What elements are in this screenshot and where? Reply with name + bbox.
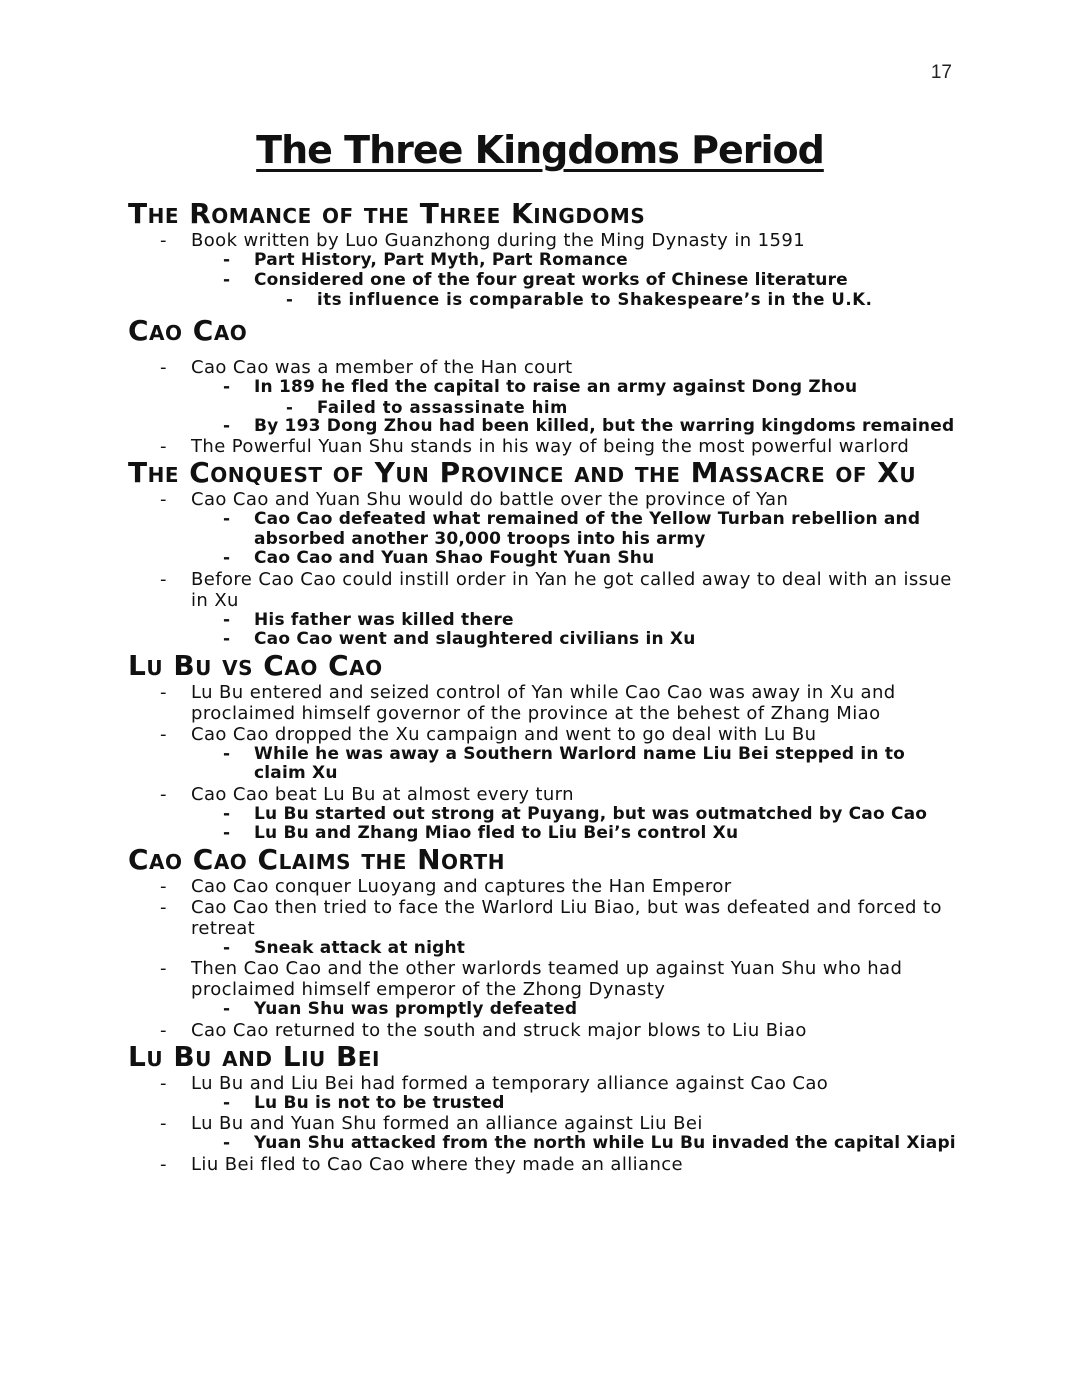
sub-bullet: - In 189 he fled the capital to raise an army against Dong Zhou - Failed to assassinate him <box>191 378 958 417</box>
section-heading: The Romance of the Three Kingdoms <box>128 197 646 230</box>
sub-bullet: - Cao Cao went and slaughtered civilians in Xu <box>191 630 958 650</box>
section-conquest-yun <box>128 457 958 650</box>
sub-bullet: - By 193 Dong Zhou had been killed, but the warring kingdoms remained <box>191 417 958 437</box>
bullet: - Cao Cao then tried to face the Warlord Liu Biao, but was defeated and forced to retreat - Sneak attack at night <box>128 897 958 959</box>
bullet: - Lu Bu and Liu Bei had formed a temporary alliance against Cao Cao - Lu Bu is not to be trusted <box>128 1073 958 1114</box>
page-title <box>0 128 1080 172</box>
page-number: 17 <box>930 62 952 83</box>
section-heading: Lu Bu and Liu Bei <box>128 1039 380 1073</box>
sub-bullet: - Cao Cao and Yuan Shao Fought Yuan Shu <box>191 549 958 569</box>
bullet: - Book written by Luo Guanzhong during the Ming Dynasty in 1591 - Part History, Part Myth, Part Romance - Considered one of the four great works of Chinese literature - its influence is comparable to Shakespeare’s in the U.K. <box>128 230 958 309</box>
page-title-text: The Three Kingdoms Period <box>256 128 824 172</box>
section-romance <box>128 198 958 309</box>
sub-bullet: - Yuan Shu attacked from the north while Lu Bu invaded the capital Xiapi <box>191 1134 958 1154</box>
sub-bullet: - Lu Bu started out strong at Puyang, but was outmatched by Cao Cao <box>191 805 958 825</box>
notes-content <box>128 198 958 1175</box>
sub-bullet: - His father was killed there <box>191 611 958 631</box>
sub-bullet: - Cao Cao defeated what remained of the Yellow Turban rebellion and absorbed another 30,000 troops into his army <box>191 510 958 549</box>
bullet: - Liu Bei fled to Cao Cao where they made an alliance <box>128 1154 958 1175</box>
sub-bullet: - Part History, Part Myth, Part Romance <box>191 251 958 271</box>
bullet: - The Powerful Yuan Shu stands in his way of being the most powerful warlord <box>128 436 958 457</box>
section-lu-bu-vs-cao-cao <box>128 650 958 844</box>
section-heading: Cao Cao Claims the North <box>128 842 505 876</box>
sub-sub-bullet: - its influence is comparable to Shakespeare’s in the U.K. <box>254 290 958 309</box>
section-heading: The Conquest of Yun Province and the Massacre of Xu <box>128 456 917 489</box>
sub-sub-bullet: - Failed to assassinate him <box>254 398 958 417</box>
section-lu-bu-liu-bei <box>128 1041 958 1175</box>
sub-bullet: - Lu Bu is not to be trusted <box>191 1094 958 1114</box>
bullet: - Then Cao Cao and the other warlords teamed up against Yuan Shu who had proclaimed himself emperor of the Zhong Dynasty - Yuan Shu was promptly defeated <box>128 958 958 1020</box>
sub-bullet: - Sneak attack at night <box>191 939 958 959</box>
bullet: - Cao Cao was a member of the Han court - In 189 he fled the capital to raise an army against Dong Zhou - Failed to assassinate him - By 193 Dong Zhou had been killed, but the warring kingdoms remained <box>128 357 958 436</box>
bullet: - Cao Cao dropped the Xu campaign and went to go deal with Lu Bu - While he was away a Southern Warlord name Liu Bei stepped in to claim Xu <box>128 724 958 784</box>
sub-bullet: - Lu Bu and Zhang Miao fled to Liu Bei’s control Xu <box>191 824 958 844</box>
section-heading: Lu Bu vs Cao Cao <box>128 648 383 682</box>
bullet: - Cao Cao returned to the south and struck major blows to Liu Biao <box>128 1020 958 1041</box>
sub-bullet: - Yuan Shu was promptly defeated <box>191 1000 958 1020</box>
section-cao-cao <box>128 315 958 457</box>
section-claims-north <box>128 844 958 1041</box>
bullet: - Lu Bu entered and seized control of Yan while Cao Cao was away in Xu and proclaimed himself governor of the province at the behest of Zhang Miao <box>128 682 958 724</box>
bullet: - Cao Cao beat Lu Bu at almost every turn - Lu Bu started out strong at Puyang, but was outmatched by Cao Cao - Lu Bu and Zhang Miao fled to Liu Bei’s control Xu <box>128 784 958 844</box>
bullet: - Cao Cao conquer Luoyang and captures the Han Emperor <box>128 876 958 897</box>
bullet: - Cao Cao and Yuan Shu would do battle over the province of Yan - Cao Cao defeated what remained of the Yellow Turban rebellion and absorbed another 30,000 troops into his army - Cao Cao and Yuan Shao Fought Yuan Shu <box>128 489 958 569</box>
section-heading: Cao Cao <box>128 314 248 347</box>
sub-bullet: - While he was away a Southern Warlord name Liu Bei stepped in to claim Xu <box>191 745 958 784</box>
sub-bullet: - Considered one of the four great works of Chinese literature - its influence is comparable to Shakespeare’s in the U.K. <box>191 271 958 310</box>
bullet: - Before Cao Cao could instill order in Yan he got called away to deal with an issue in Xu - His father was killed there - Cao Cao went and slaughtered civilians in Xu <box>128 569 958 650</box>
bullet: - Lu Bu and Yuan Shu formed an alliance against Liu Bei - Yuan Shu attacked from the north while Lu Bu invaded the capital Xiapi <box>128 1113 958 1154</box>
